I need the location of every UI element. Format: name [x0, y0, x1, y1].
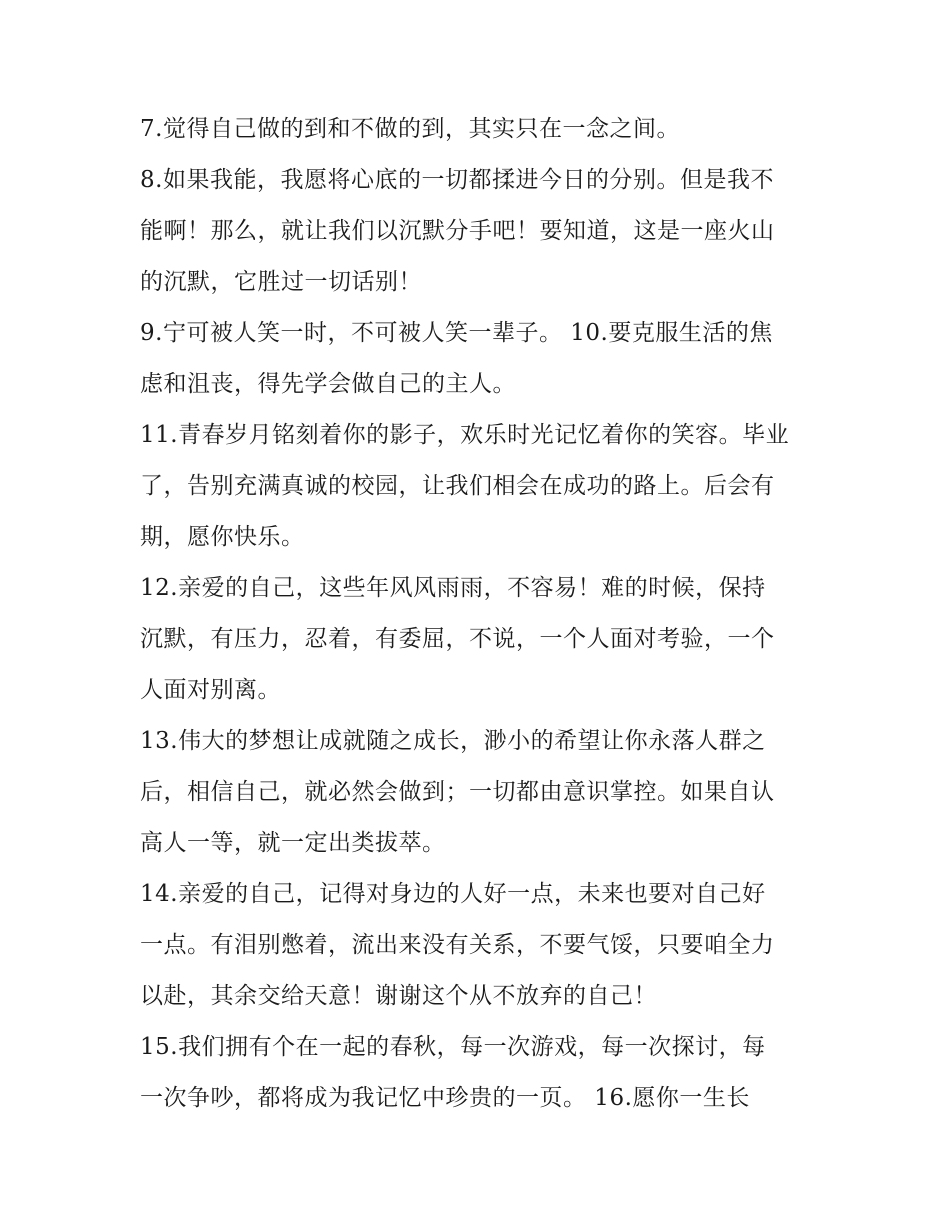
text-line: 以赴，其余交给天意！谢谢这个从不放弃的自己！: [140, 983, 657, 1009]
text-line: 能啊！那么，就让我们以沉默分手吧！要知道，这是一座火山: [140, 218, 775, 244]
text-line: 15.我们拥有个在一起的春秋，每一次游戏，每一次探讨，每: [140, 1034, 766, 1060]
text-line: 14.亲爱的自己，记得对身边的人好一点，未来也要对自己好: [140, 881, 766, 907]
text-line: 后，相信自己，就必然会做到；一切都由意识掌控。如果自认: [140, 779, 775, 805]
text-line: 一点。有泪别憋着，流出来没有关系，不要气馁，只要咱全力: [140, 932, 775, 958]
text-line: 人面对别离。: [140, 677, 281, 703]
text-line: 高人一等，就一定出类拔萃。: [140, 830, 446, 856]
text-line: 13.伟大的梦想让成就随之成长，渺小的希望让你永落人群之: [140, 728, 766, 754]
text-line: 8.如果我能，我愿将心底的一切都揉进今日的分别。但是我不: [140, 167, 774, 193]
text-line: 11.青春岁月铭刻着你的影子，欢乐时光记忆着你的笑容。毕业: [140, 422, 790, 448]
text-line: 12.亲爱的自己，这些年风风雨雨，不容易！难的时候，保持: [140, 575, 766, 601]
text-line: 虑和沮丧，得先学会做自己的主人。: [140, 371, 516, 397]
text-line: 的沉默，它胜过一切话别！: [140, 269, 422, 295]
text-line: 期，愿你快乐。: [140, 524, 305, 550]
text-line: 9.宁可被人笑一时，不可被人笑一辈子。 10.要克服生活的焦: [140, 320, 773, 346]
text-line: 7.觉得自己做的到和不做的到，其实只在一念之间。: [140, 116, 680, 142]
text-line: 了，告别充满真诚的校园，让我们相会在成功的路上。后会有: [140, 473, 775, 499]
text-line: 一次争吵，都将成为我记忆中珍贵的一页。 16.愿你一生长: [140, 1085, 750, 1111]
text-line: 沉默，有压力，忍着，有委屈，不说，一个人面对考验，一个: [140, 626, 775, 652]
